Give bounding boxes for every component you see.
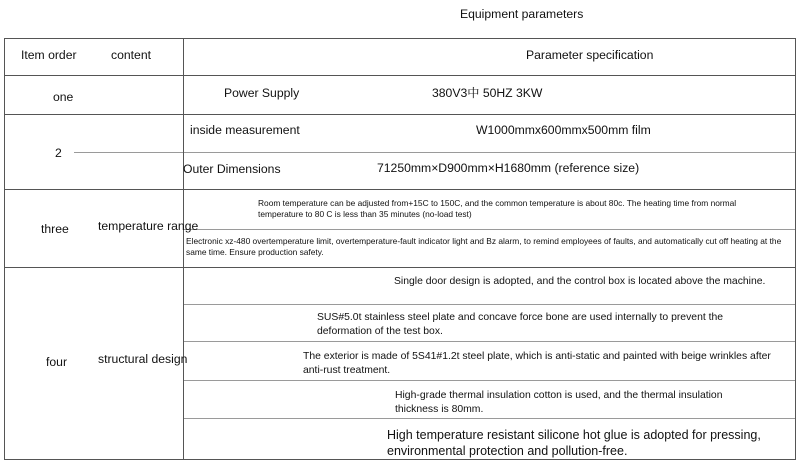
row-four-value-e: High temperature resistant silicone hot glue is adopted for pressing, environmental protection and pollution-free. bbox=[387, 428, 761, 458]
row-four-value-d: High-grade thermal insulation cotton is used, and the thermal insulation thickness is 80mm. bbox=[395, 390, 723, 415]
row-four-content: structural design bbox=[98, 352, 188, 366]
row-four-value-c: The exterior is made of 5S41#1.2t steel plate, which is anti-static and painted with beige wrinkles after anti-rust treatment. bbox=[303, 351, 771, 376]
row-two-content-b: Outer Dimensions bbox=[183, 162, 281, 176]
table-right-border bbox=[795, 38, 796, 460]
row-four-divider-4 bbox=[183, 418, 796, 419]
row-four-order: four bbox=[46, 355, 68, 369]
row-three-value-a: Room temperature can be adjusted from+15C to 150C, and the common temperature is about 80c. The heating time from normal temperature to 80 C is less than 35 minutes (no-load test) bbox=[258, 198, 737, 220]
row-two-order: 2 bbox=[55, 146, 62, 160]
row-two-value-b: 71250mm×D900mm×H1680mm (reference size) bbox=[377, 161, 640, 175]
row-four-divider-1 bbox=[183, 304, 796, 305]
header-content: content bbox=[111, 48, 151, 62]
row-four-divider-3 bbox=[183, 380, 796, 381]
page-title: Equipment parameters bbox=[460, 7, 584, 21]
row-three-content: temperature range bbox=[98, 219, 199, 233]
row-four-value-a: Single door design is adopted, and the control box is located above the machine. bbox=[394, 276, 766, 287]
row-three-bottom-border bbox=[4, 267, 796, 268]
row-two-value-a: W1000mmx600mmx500mm film bbox=[476, 123, 651, 137]
row-three-order: three bbox=[41, 222, 69, 236]
header-bottom-border bbox=[4, 75, 796, 76]
header-item-order: Item order bbox=[21, 48, 77, 62]
row-one-bottom-border bbox=[4, 114, 796, 115]
row-four-value-b: SUS#5.0t stainless steel plate and concave force bone are used internally to prevent the deformation of the test box. bbox=[317, 312, 724, 337]
table-left-border bbox=[4, 38, 5, 460]
row-two-bottom-border bbox=[4, 189, 796, 190]
row-one-content: Power Supply bbox=[224, 86, 300, 100]
content-column-border bbox=[183, 38, 184, 460]
row-two-content-a: inside measurement bbox=[190, 123, 300, 137]
row-one-value: 380V3中 50HZ 3KW bbox=[432, 86, 543, 100]
row-three-divider bbox=[183, 229, 796, 230]
row-four-divider-2 bbox=[183, 341, 796, 342]
row-one-order: one bbox=[53, 90, 74, 104]
row-three-value-b: Electronic xz-480 overtemperature limit, overtemperature-fault indicator light and Bz alarm, to remind employees of faults, and automatically cut off heating at the same time. Ensure production safety. bbox=[186, 236, 782, 258]
header-parameter-specification: Parameter specification bbox=[526, 48, 654, 62]
table-top-border bbox=[4, 38, 796, 39]
